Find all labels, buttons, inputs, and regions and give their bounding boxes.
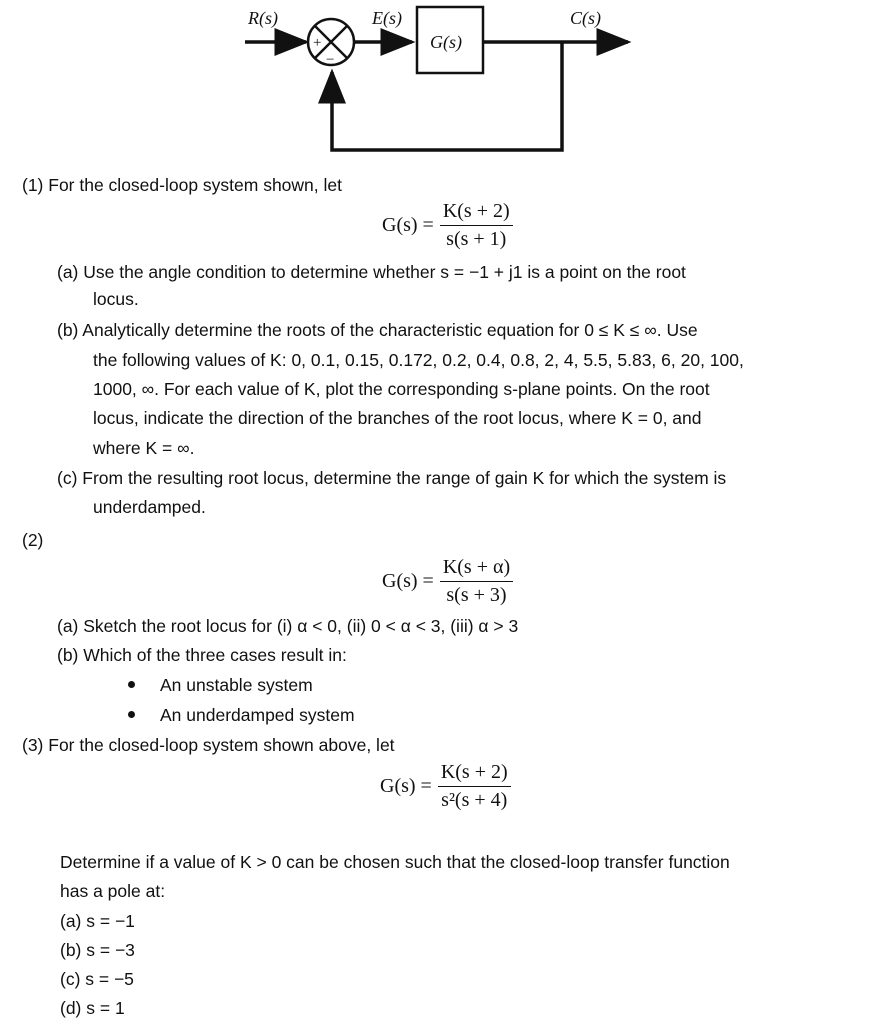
p2-a: (a) Sketch the root locus for (i) α < 0, (ii) 0 < α < 3, (iii) α > 3	[57, 616, 519, 636]
problem-1-intro: (1) For the closed-loop system shown, let	[22, 175, 342, 195]
p2-b: (b) Which of the three cases result in:	[57, 645, 347, 665]
equation-1: G(s) = $\frac{K(s + 2)}{s(s + 1)}$	[382, 200, 513, 251]
p2-bullet-1: An unstable system	[160, 675, 313, 695]
input-label: R(s)	[248, 8, 278, 28]
bullet-icon	[128, 711, 135, 718]
p3-option-d: (d) s = 1	[60, 998, 125, 1018]
output-label: C(s)	[570, 8, 601, 28]
bullet-icon	[128, 681, 135, 688]
p3-option-a: (a) s = −1	[60, 911, 135, 931]
error-label: E(s)	[372, 8, 402, 28]
equation-3: G(s) = $\frac{K(s + 2)}{\text{s²(s + 4)}}$	[380, 761, 511, 812]
svg-text:+: +	[313, 35, 322, 51]
p3-option-c: (c) s = −5	[60, 969, 134, 989]
p3-question-line2: has a pole at:	[60, 881, 166, 901]
block-diagram	[0, 0, 887, 160]
p1-a-line1: (a) Use the angle condition to determine whether s = −1 + j1 is a point on the root	[57, 262, 686, 282]
svg-text:−: −	[326, 52, 335, 68]
p1-a-line2: locus.	[93, 289, 139, 309]
p1-b-line2: the following values of K: 0, 0.1, 0.15, 0.172, 0.2, 0.4, 0.8, 2, 4, 5.5, 5.83, 6, 20, 100,	[93, 350, 744, 370]
p1-c-line1: (c) From the resulting root locus, determine the range of gain K for which the system is	[57, 468, 727, 488]
p1-b-line3: 1000, ∞. For each value of K, plot the corresponding s-plane points. On the root	[93, 379, 710, 399]
block-label: G(s)	[430, 32, 462, 52]
p3-question-line1: Determine if a value of K > 0 can be chosen such that the closed-loop transfer function	[60, 852, 730, 872]
p1-c-line2: underdamped.	[93, 497, 206, 517]
p2-bullet-2: An underdamped system	[160, 705, 355, 725]
p1-b-line4: locus, indicate the direction of the branches of the root locus, where K = 0, and	[93, 408, 702, 428]
problem-2-intro: (2)	[22, 530, 44, 550]
p1-b-line5: where K = ∞.	[93, 438, 195, 458]
problem-3-intro: (3) For the closed-loop system shown above, let	[22, 735, 395, 755]
p3-option-b: (b) s = −3	[60, 940, 135, 960]
equation-2: G(s) = $\frac{K(s + \alpha)}{s(s + 3)}$	[382, 556, 513, 607]
p1-b-line1: (b) Analytically determine the roots of the characteristic equation for 0 ≤ K ≤ ∞. Use	[57, 320, 698, 340]
